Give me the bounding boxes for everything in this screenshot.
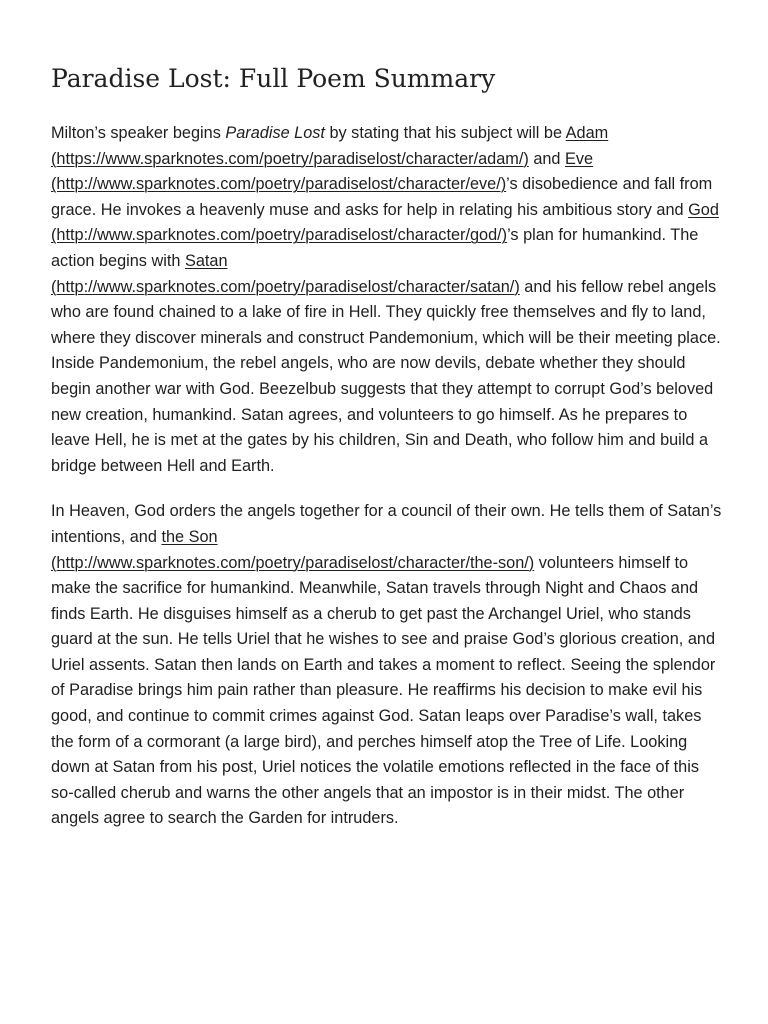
text-span: Milton’s speaker begins bbox=[51, 124, 226, 142]
text-span: ’s disobedience and fall from grace. He invokes a heavenly muse and asks for help in relating his ambitious story and bbox=[51, 175, 713, 219]
link-eve-label: Eve bbox=[565, 149, 594, 168]
link-the-son-url: (http://www.sparknotes.com/poetry/paradiselost/character/the-son/) bbox=[51, 553, 535, 572]
link-adam-url: (https://www.sparknotes.com/poetry/paradiselost/character/adam/) bbox=[51, 149, 529, 168]
summary-paragraph-2 bbox=[51, 499, 723, 832]
link-god-label: God bbox=[688, 200, 719, 219]
poem-title-italic: Paradise Lost bbox=[225, 124, 325, 142]
text-span: by stating that his subject will be bbox=[324, 124, 566, 142]
document-page bbox=[51, 0, 723, 832]
text-span: volunteers himself to make the sacrifice for humankind. Meanwhile, Satan travels through Night and Chaos and finds Earth. He disguises himself as a cherub to get past the Archangel Uriel, who stands guard at the sun. He tells Uriel that he wishes to see and praise God’s glorious creation, and Uriel assents. Satan then lands on Earth and takes a moment to reflect. Seeing the splendor of Paradise brings him pain rather than pleasure. He reaffirms his decision to make evil his good, and continue to commit crimes against God. Satan leaps over Paradise’s wall, takes the form of a cormorant (a large bird), and perches himself atop the Tree of Life. Looking down at Satan from his post, Uriel notices the volatile emotions reflected in the face of this so-called cherub and warns the other angels that an impostor is in their midst. The other angels agree to search the Garden for intruders. bbox=[51, 553, 716, 828]
link-god-url: (http://www.sparknotes.com/poetry/paradiselost/character/god/) bbox=[51, 226, 508, 245]
link-satan-label: Satan bbox=[184, 251, 228, 270]
text-span: ’s plan for humankind. The action begins with bbox=[51, 226, 699, 270]
link-adam-label: Adam bbox=[565, 124, 609, 142]
link-eve-url: (http://www.sparknotes.com/poetry/paradiselost/character/eve/) bbox=[51, 175, 507, 194]
text-span: and his fellow rebel angels who are found chained to a lake of fire in Hell. They quickly free themselves and fly to land, where they discover minerals and construct Pandemonium, which will be their meeting place. Inside Pandemonium, the rebel angels, who are now devils, debate whether they should begin another war with God. Beezelbub suggests that they attempt to corrupt God’s beloved new creation, humankind. Satan agrees, and volunteers to go himself. As he prepares to leave Hell, he is met at the gates by his children, Sin and Death, who follow him and build a bridge between Hell and Earth. bbox=[51, 277, 721, 475]
summary-paragraph-1 bbox=[51, 121, 723, 479]
text-span: In Heaven, God orders the angels together for a council of their own. He tells them of Satan’s intentions, and bbox=[51, 502, 722, 546]
link-satan-url: (http://www.sparknotes.com/poetry/paradiselost/character/satan/) bbox=[51, 277, 520, 296]
link-the-son-label: the Son bbox=[161, 527, 218, 546]
text-span: and bbox=[528, 149, 566, 168]
page-title: Paradise Lost: Full Poem Summary bbox=[51, 64, 496, 93]
